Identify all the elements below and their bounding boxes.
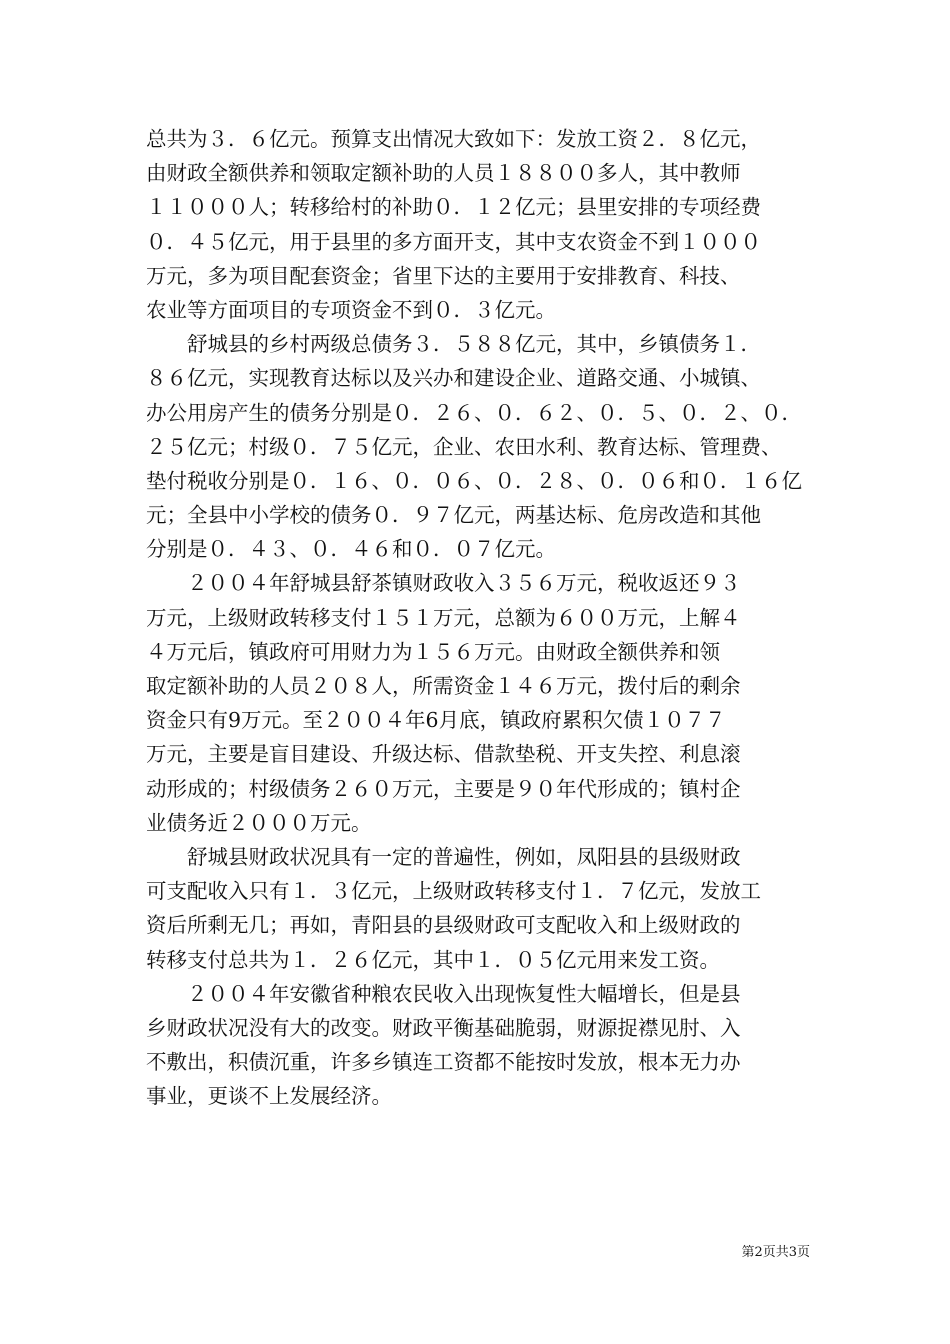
text-line: 农业等方面项目的专项资金不到０．３亿元。 bbox=[146, 297, 556, 322]
paragraph bbox=[146, 840, 808, 977]
text-line: ２００４年舒城县舒茶镇财政收入３５６万元，税收返还９３ bbox=[187, 571, 741, 596]
text-line: 转移支付总共为１．２６亿元，其中１．０５亿元用来发工资。 bbox=[146, 947, 720, 972]
text-line: 资金只有9万元。至２００４年6月底，镇政府累积欠债１０７７ bbox=[146, 708, 726, 733]
text-line: 垫付税收分别是０．１６、０．０６、０．２８、０．０６和０．１６亿 bbox=[146, 468, 802, 493]
text-line: １１０００人；转移给村的补助０．１２亿元；县里安排的专项经费 bbox=[146, 195, 761, 220]
paragraph bbox=[146, 566, 808, 840]
text-line: 分别是０．４３、０．４６和０．０７亿元。 bbox=[146, 537, 556, 562]
text-line: 元；全县中小学校的债务０．９７亿元，两基达标、危房改造和其他 bbox=[146, 503, 761, 528]
text-line: 万元，上级财政转移支付１５１万元，总额为６００万元，上解４ bbox=[146, 605, 741, 630]
text-line: ４万元后，镇政府可用财力为１５６万元。由财政全额供养和领 bbox=[146, 639, 720, 664]
text-line: 可支配收入只有１．３亿元，上级财政转移支付１．７亿元，发放工 bbox=[146, 879, 761, 904]
text-line: 舒城县财政状况具有一定的普遍性，例如，凤阳县的县级财政 bbox=[187, 844, 741, 869]
text-line: ８６亿元，实现教育达标以及兴办和建设企业、道路交通、小城镇、 bbox=[146, 366, 761, 391]
text-line: 资后所剩无几；再如，青阳县的县级财政可支配收入和上级财政的 bbox=[146, 913, 741, 938]
paragraph bbox=[146, 977, 808, 1114]
text-line: 办公用房产生的债务分别是０．２６、０．６２、０．５、０．２、０． bbox=[146, 400, 802, 425]
text-line: 取定额补助的人员２０８人，所需资金１４６万元，拨付后的剩余 bbox=[146, 674, 741, 698]
text-line: 业债务近２０００万元。 bbox=[146, 810, 372, 835]
text-line: 事业，更谈不上发展经济。 bbox=[146, 1084, 392, 1109]
document-body bbox=[146, 122, 808, 1113]
page-number: 第2页共3页 bbox=[741, 1245, 810, 1260]
paragraph bbox=[146, 122, 808, 327]
text-line: ０．４５亿元，用于县里的多方面开支，其中支农资金不到１０００ bbox=[146, 229, 761, 254]
text-line: 动形成的；村级债务２６０万元，主要是９０年代形成的；镇村企 bbox=[146, 776, 741, 801]
text-line: 由财政全额供养和领取定额补助的人员１８８００多人，其中教师 bbox=[146, 161, 741, 186]
text-line: 不敷出，积债沉重，许多乡镇连工资都不能按时发放，根本无力办 bbox=[146, 1050, 741, 1075]
paragraph bbox=[146, 327, 808, 566]
text-line: 万元，多为项目配套资金；省里下达的主要用于安排教育、科技、 bbox=[146, 263, 741, 288]
text-line: 舒城县的乡村两级总债务３．５８８亿元，其中，乡镇债务１． bbox=[187, 332, 761, 357]
text-line: 万元，主要是盲目建设、升级达标、借款垫税、开支失控、利息滚 bbox=[146, 742, 741, 767]
text-line: ２５亿元；村级０．７５亿元，企业、农田水利、教育达标、管理费、 bbox=[146, 434, 782, 459]
text-line: ２００４年安徽省种粮农民收入出现恢复性大幅增长，但是县 bbox=[187, 981, 741, 1006]
text-line: 总共为３．６亿元。预算支出情况大致如下：发放工资２．８亿元， bbox=[146, 127, 761, 151]
text-line: 乡财政状况没有大的改变。财政平衡基础脆弱，财源捉襟见肘、入 bbox=[146, 1015, 741, 1040]
